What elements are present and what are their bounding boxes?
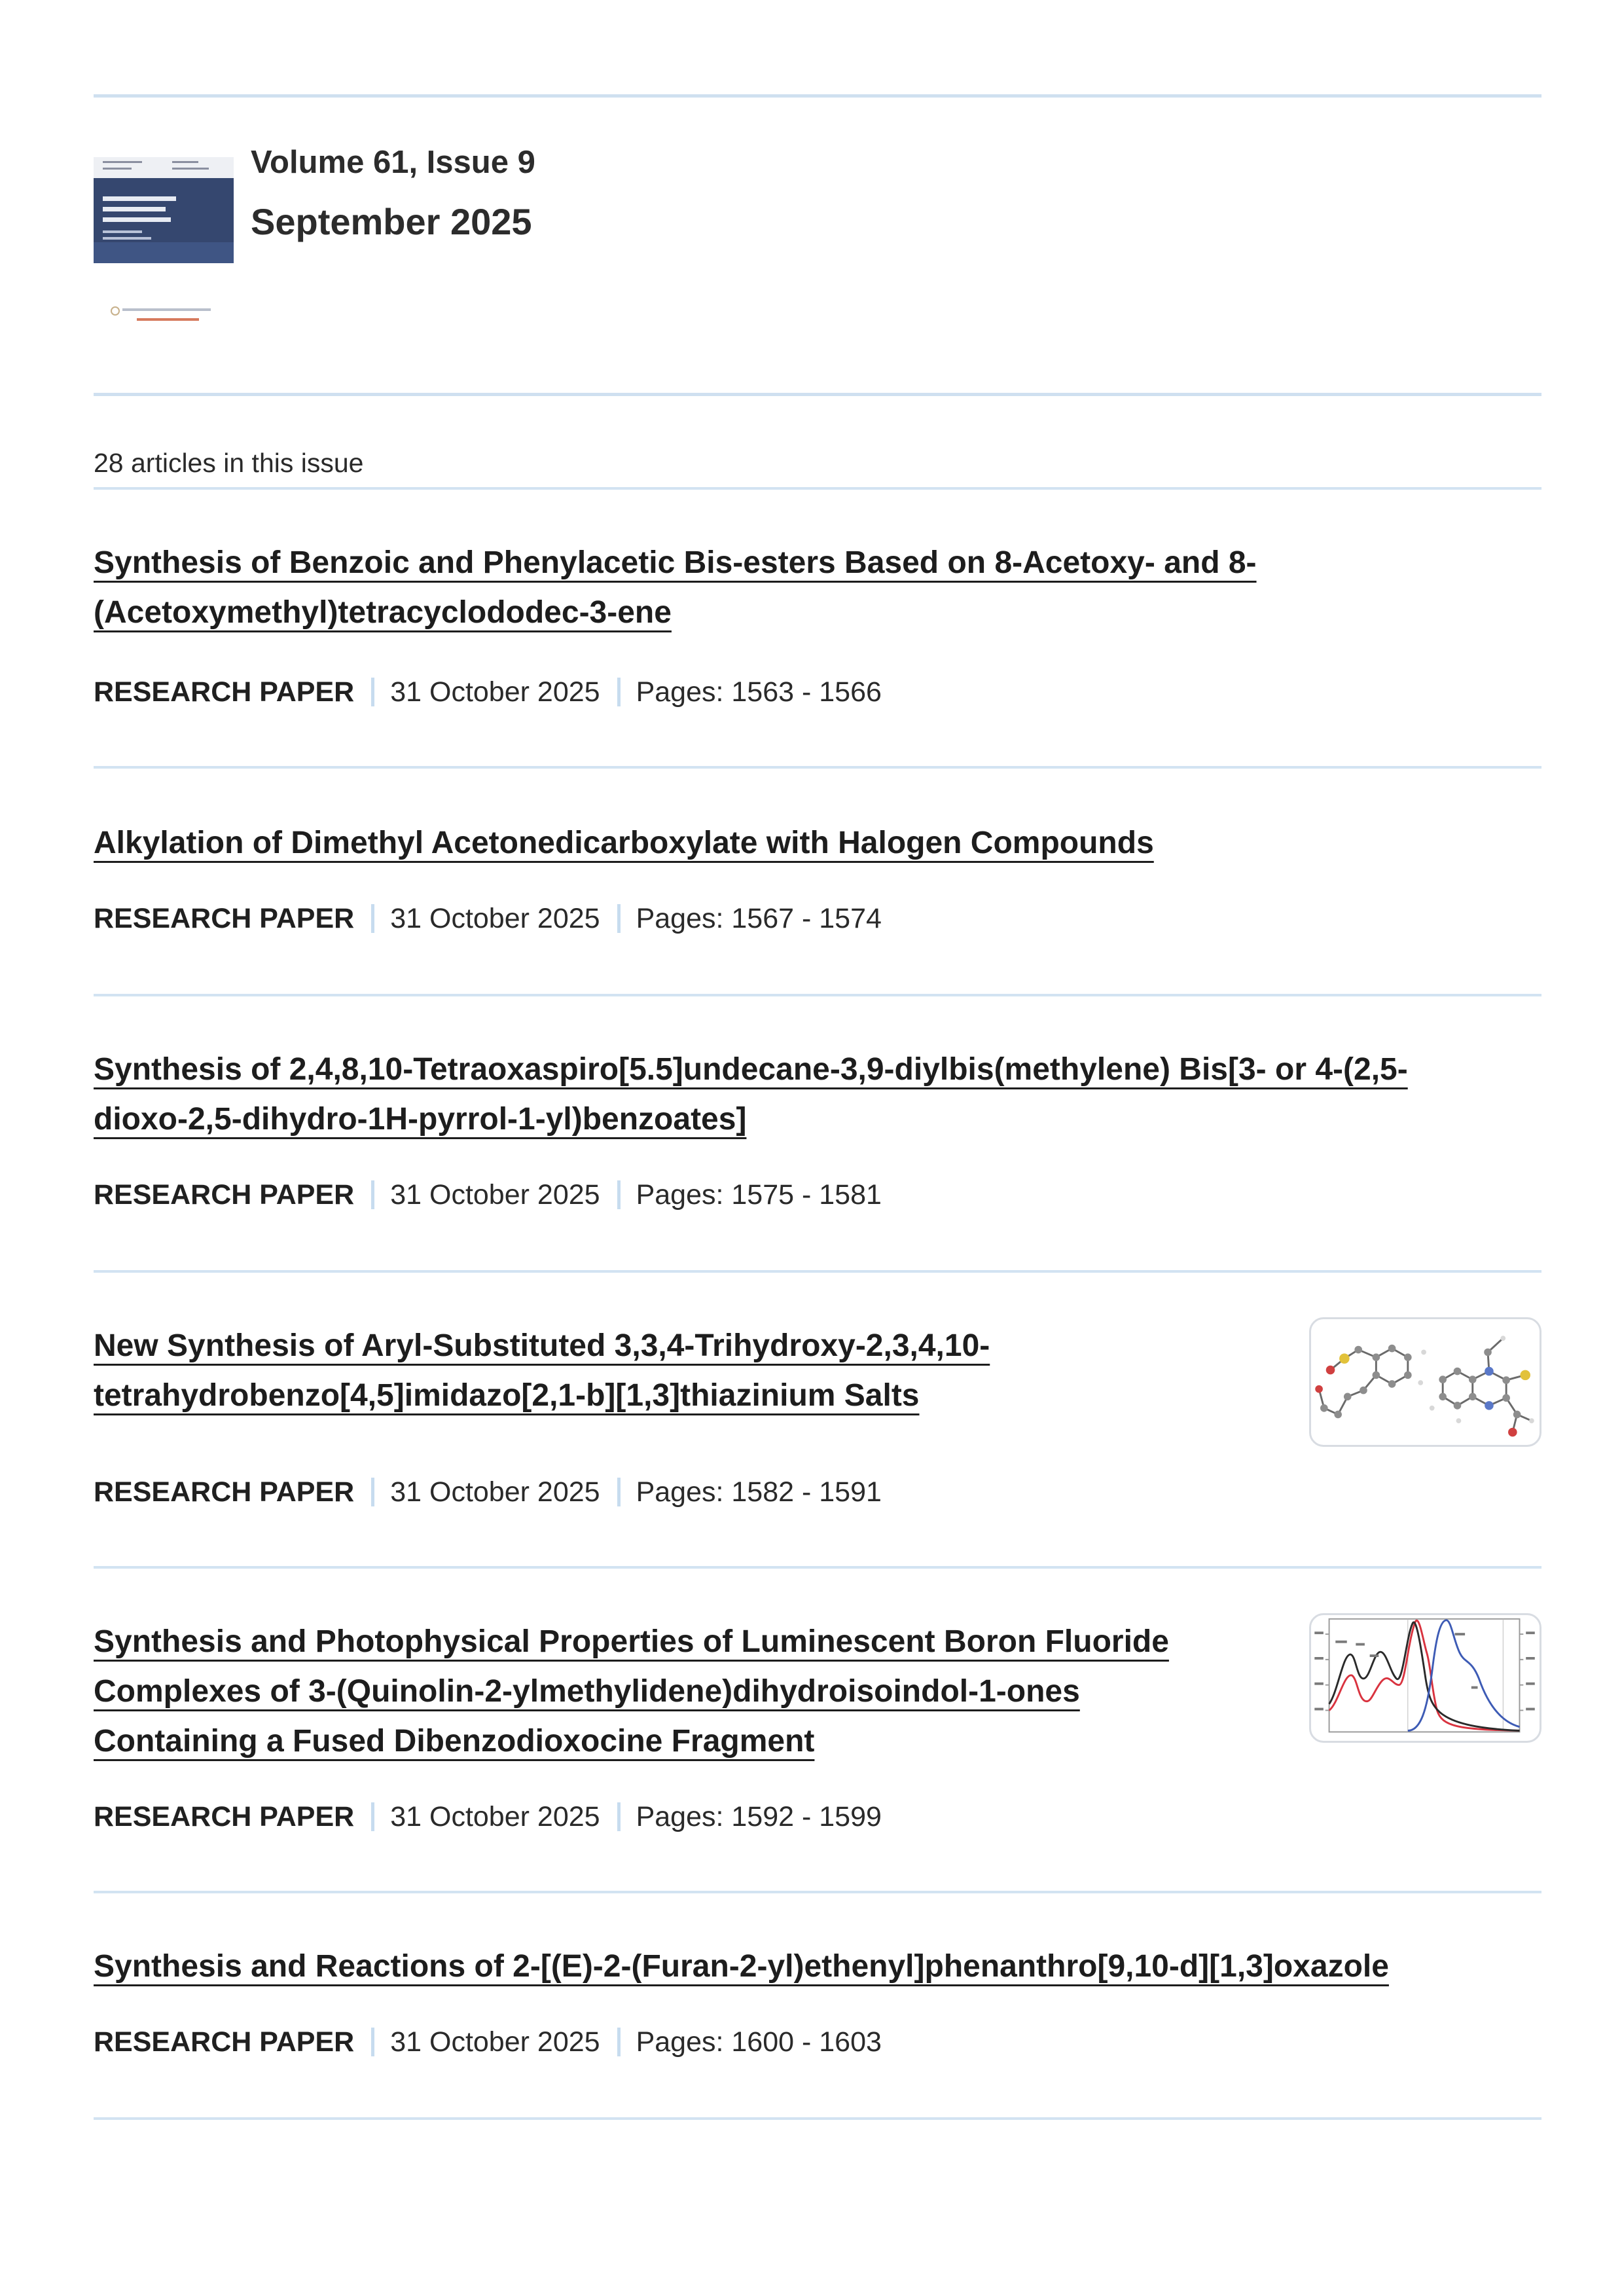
publisher-logo bbox=[111, 305, 222, 325]
article-date: 31 October 2025 bbox=[390, 2026, 600, 2058]
spectra-drawing bbox=[1311, 1615, 1540, 1741]
molecular-structure-thumbnail[interactable] bbox=[1309, 1317, 1541, 1447]
article-date: 31 October 2025 bbox=[390, 903, 600, 934]
meta-separator bbox=[617, 678, 621, 706]
meta-separator bbox=[617, 1478, 621, 1506]
meta-separator bbox=[617, 1802, 621, 1831]
issue-date: September 2025 bbox=[251, 201, 532, 242]
article-type: RESEARCH PAPER bbox=[94, 2026, 355, 2058]
article-title[interactable]: Synthesis of 2,4,8,10-Tetraoxaspiro[5.5]undecane-3,9-diylbis(methylene) Bis[3- or 4-(2,5- dioxo-2,5-dihydro-1H-pyrrol-1-yl)benzoates] bbox=[94, 1052, 1408, 1137]
meta-separator bbox=[371, 904, 374, 933]
meta-separator bbox=[617, 904, 621, 933]
spectra-chart-thumbnail[interactable] bbox=[1309, 1613, 1541, 1743]
article-date: 31 October 2025 bbox=[390, 1801, 600, 1832]
article-date: 31 October 2025 bbox=[390, 1179, 600, 1211]
article-pages: Pages: 1575 - 1581 bbox=[636, 1179, 882, 1211]
article-type: RESEARCH PAPER bbox=[94, 1801, 355, 1832]
meta-separator bbox=[371, 1478, 374, 1506]
meta-separator bbox=[617, 2028, 621, 2056]
article-meta bbox=[94, 1476, 882, 1508]
article-type: RESEARCH PAPER bbox=[94, 1179, 355, 1211]
header-divider bbox=[94, 393, 1541, 396]
article-pages: Pages: 1600 - 1603 bbox=[636, 2026, 882, 2058]
article-meta bbox=[94, 676, 882, 708]
article-divider bbox=[94, 994, 1541, 996]
meta-separator bbox=[371, 1180, 374, 1209]
article-pages: Pages: 1563 - 1566 bbox=[636, 676, 882, 708]
article-divider bbox=[94, 766, 1541, 769]
molecule-drawing bbox=[1311, 1319, 1540, 1445]
article-divider bbox=[94, 1891, 1541, 1893]
journal-cover-image bbox=[94, 157, 234, 263]
count-divider bbox=[94, 487, 1541, 490]
article-meta bbox=[94, 902, 882, 935]
meta-separator bbox=[371, 1802, 374, 1831]
article-count: 28 articles in this issue bbox=[94, 448, 364, 478]
article-divider bbox=[94, 1566, 1541, 1569]
article-divider bbox=[94, 1270, 1541, 1273]
article-divider bbox=[94, 2117, 1541, 2120]
article-meta bbox=[94, 1800, 882, 1833]
article-type: RESEARCH PAPER bbox=[94, 1476, 355, 1508]
article-title[interactable]: New Synthesis of Aryl-Substituted 3,3,4-Trihydroxy-2,3,4,10- tetrahydrobenzo[4,5]imidazo[2,1-b][1,3]thiazinium Salts bbox=[94, 1328, 990, 1413]
meta-separator bbox=[371, 678, 374, 706]
meta-separator bbox=[617, 1180, 621, 1209]
article-title[interactable]: Synthesis of Benzoic and Phenylacetic Bis-esters Based on 8-Acetoxy- and 8- (Acetoxymethyl)tetracyclododec-3-ene bbox=[94, 545, 1257, 630]
article-title[interactable]: Synthesis and Photophysical Properties of Luminescent Boron Fluoride Complexes of 3-(Quinolin-2-ylmethylidene)dihydroisoindol-1-ones Containing a Fused Dibenzodioxocine Fragment bbox=[94, 1624, 1169, 1758]
meta-separator bbox=[371, 2028, 374, 2056]
article-title[interactable]: Synthesis and Reactions of 2-[(E)-2-(Furan-2-yl)ethenyl]phenanthro[9,10-d][1,3]oxazole bbox=[94, 1949, 1389, 1984]
journal-cover[interactable] bbox=[94, 157, 234, 329]
article-pages: Pages: 1567 - 1574 bbox=[636, 903, 882, 934]
issue-header bbox=[94, 0, 1541, 393]
article-pages: Pages: 1582 - 1591 bbox=[636, 1476, 882, 1508]
article-pages: Pages: 1592 - 1599 bbox=[636, 1801, 882, 1832]
article-date: 31 October 2025 bbox=[390, 676, 600, 708]
issue-volume: Volume 61, Issue 9 bbox=[251, 145, 535, 180]
article-meta bbox=[94, 1178, 882, 1211]
article-type: RESEARCH PAPER bbox=[94, 676, 355, 708]
issue-page bbox=[94, 0, 1541, 2296]
article-meta bbox=[94, 2026, 882, 2058]
article-type: RESEARCH PAPER bbox=[94, 903, 355, 934]
article-title[interactable]: Alkylation of Dimethyl Acetonedicarboxylate with Halogen Compounds bbox=[94, 826, 1154, 860]
article-date: 31 October 2025 bbox=[390, 1476, 600, 1508]
